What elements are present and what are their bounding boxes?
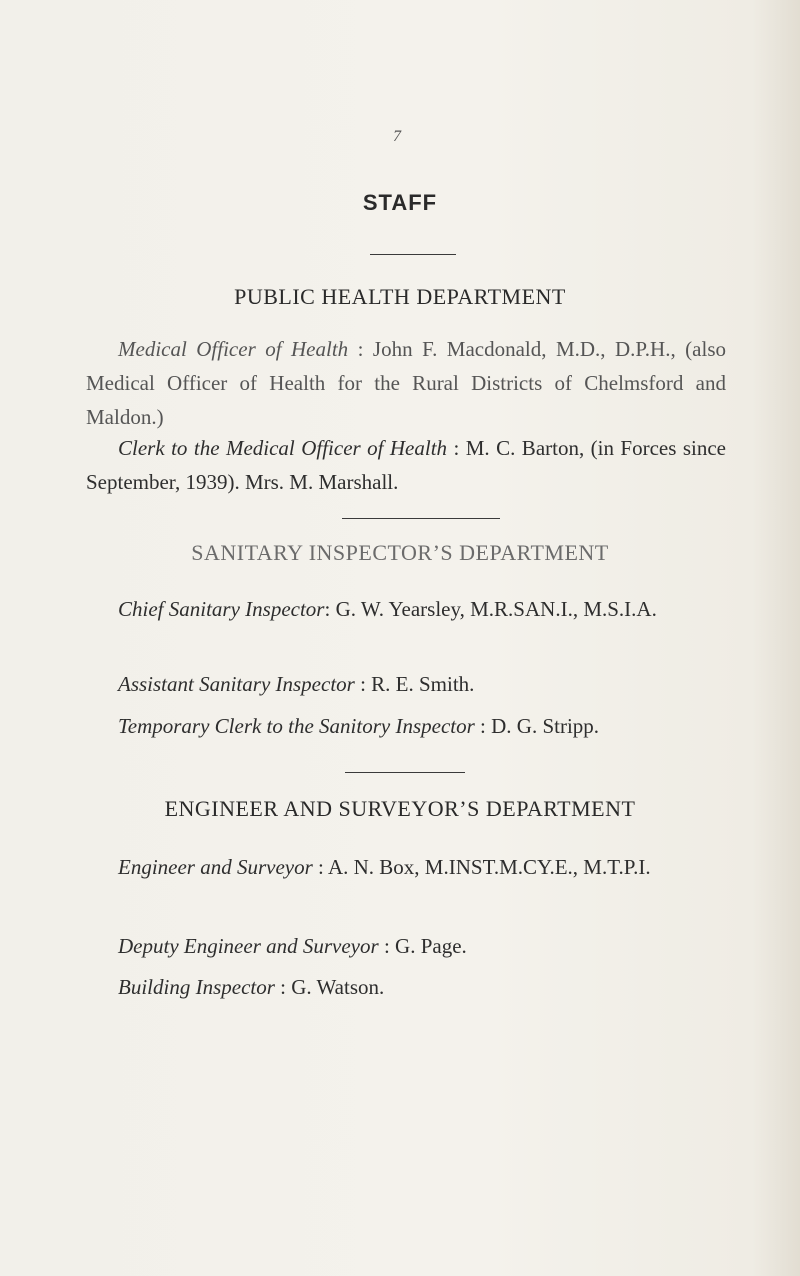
temporary-clerk-text: : D. G. Stripp.: [474, 714, 600, 738]
deputy-engineer-text: : G. Page.: [378, 934, 467, 958]
deputy-engineer-role: Deputy Engineer and Surveyor: [118, 934, 379, 958]
medical-officer-entry: [86, 332, 726, 434]
divider: [345, 772, 465, 773]
chief-sanitary-entry: [86, 592, 726, 626]
assistant-sanitary-entry: [86, 667, 726, 701]
building-inspector-text: : G. Watson.: [274, 975, 385, 999]
engineer-text: : A. N. Box, M.INST.M.CY.E., M.T.P.I.: [312, 855, 651, 879]
building-inspector-entry: [86, 970, 726, 1004]
chief-sanitary-text: : G. W. Yearsley, M.R.SAN.I., M.S.I.A.: [324, 597, 657, 621]
assistant-sanitary-role: Assistant Sanitary Inspector: [118, 672, 355, 696]
page-number: 7: [393, 128, 401, 145]
temporary-clerk-role: Temporary Clerk to the Sanitory Inspector: [118, 714, 475, 738]
sanitary-heading: SANITARY INSPECTOR’S DEPARTMENT: [191, 540, 609, 565]
engineer-role: Engineer and Surveyor: [118, 855, 313, 879]
medical-officer-role: Medical Officer of Health: [118, 337, 349, 361]
public-health-heading: PUBLIC HEALTH DEPARTMENT: [234, 284, 566, 309]
page-title: STAFF: [362, 190, 438, 215]
temporary-clerk-entry: [86, 709, 726, 743]
clerk-text: : M. C. Barton, (in Forces since September, 1939). Mrs. M. Marshall.: [86, 436, 726, 494]
deputy-engineer-entry: [86, 929, 726, 963]
clerk-entry: [86, 431, 726, 499]
divider: [342, 518, 500, 519]
divider: [370, 254, 456, 255]
clerk-role: Clerk to the Medical Officer of Health: [118, 436, 448, 460]
engineer-entry: [86, 850, 726, 884]
assistant-sanitary-text: : R. E. Smith.: [354, 672, 475, 696]
medical-officer-text: : John F. Macdonald, M.D., D.P.H., (also Medical Officer of Health for the Rural Districts of Chelmsford and Maldon.): [86, 337, 726, 429]
engineer-heading: ENGINEER AND SURVEYOR’S DEPARTMENT: [164, 796, 636, 821]
chief-sanitary-role: Chief Sanitary Inspector: [118, 597, 325, 621]
building-inspector-role: Building Inspector: [118, 975, 275, 999]
